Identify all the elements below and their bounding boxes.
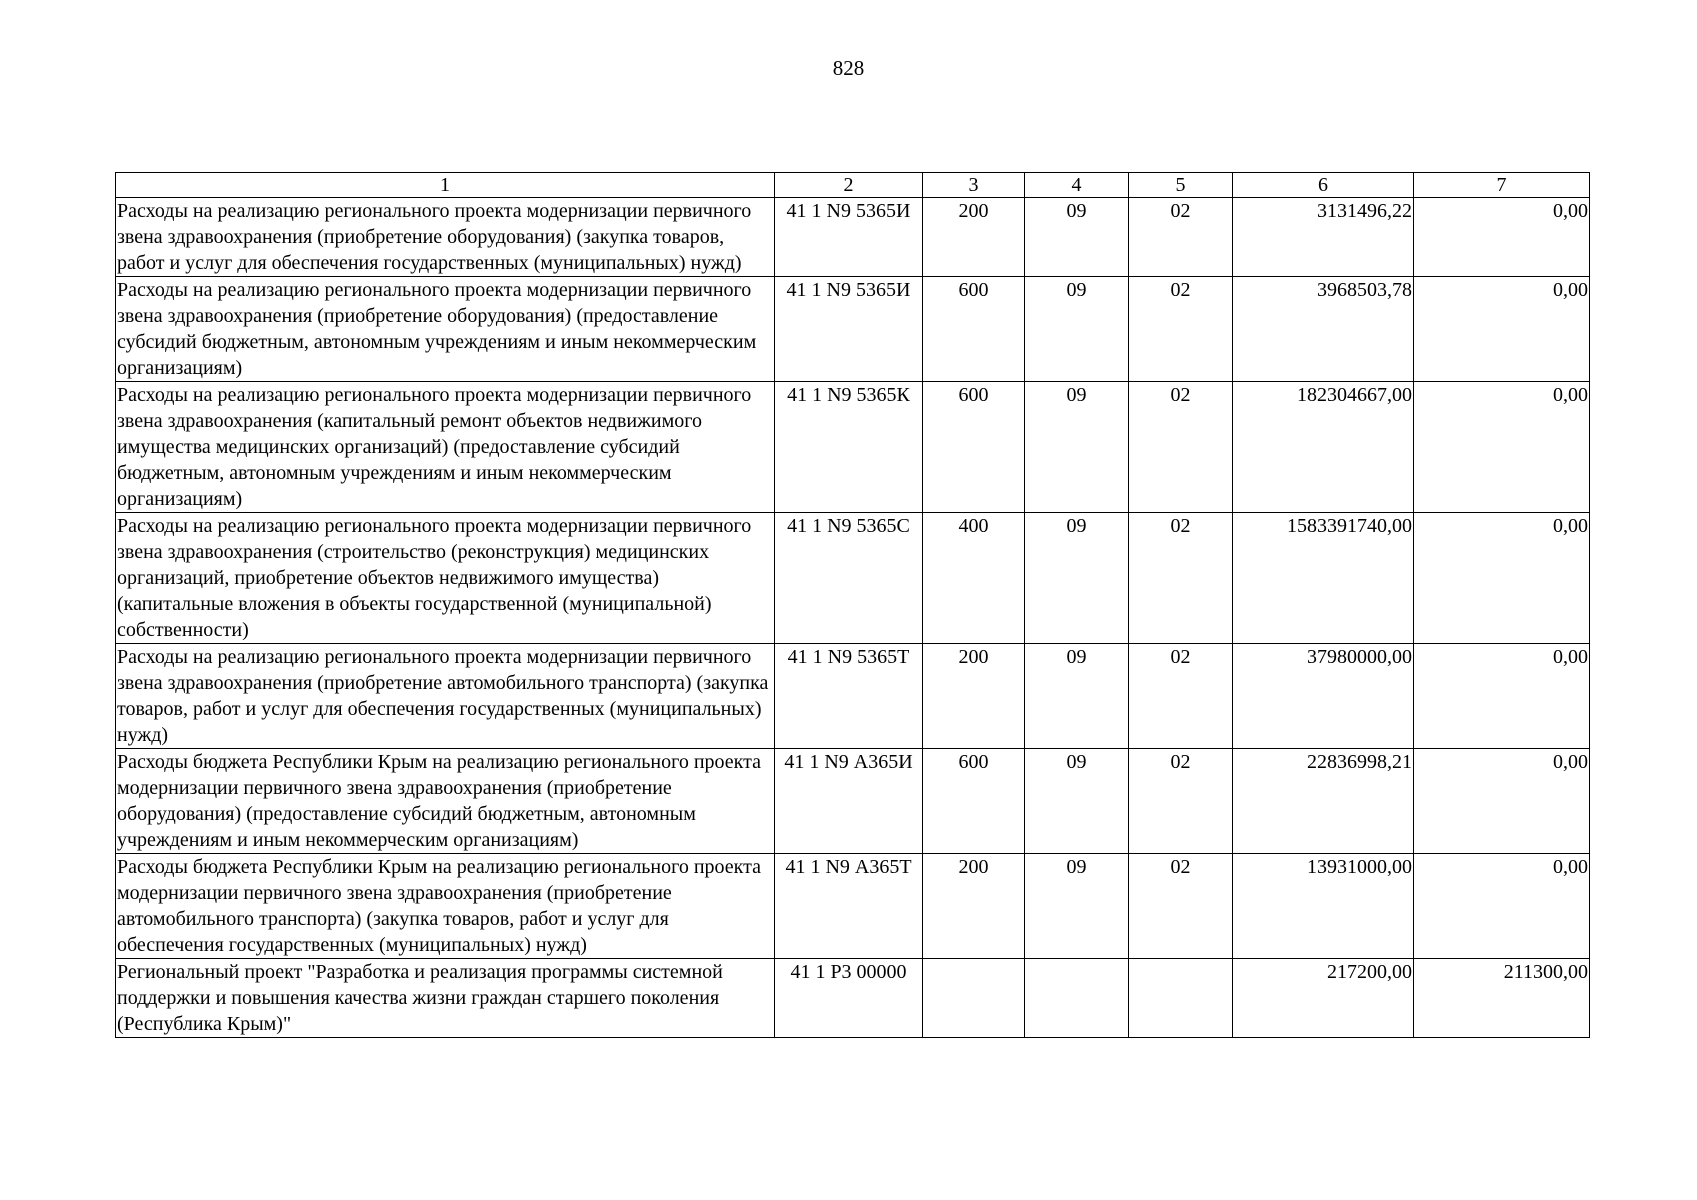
amount-col7-cell: 0,00	[1414, 644, 1590, 749]
expense-name-cell: Расходы бюджета Республики Крым на реализацию регионального проекта модернизации первичного звена здравоохранения (приобретение оборудования) (предоставление субсидий бюджетным, автономным учреждениям и иным некоммерческим организациям)	[116, 749, 775, 854]
table-row	[116, 277, 1590, 382]
subsection-cell: 02	[1129, 382, 1233, 513]
amount-col7-cell: 0,00	[1414, 854, 1590, 959]
column-header-5: 5	[1129, 173, 1233, 198]
amount-col6-cell: 217200,00	[1233, 959, 1414, 1038]
column-header-1: 1	[116, 173, 775, 198]
subsection-cell: 02	[1129, 277, 1233, 382]
target-code-cell: 41 1 N9 5365К	[775, 382, 923, 513]
amount-col6-cell: 3968503,78	[1233, 277, 1414, 382]
section-cell	[1025, 959, 1129, 1038]
expense-name-cell: Региональный проект "Разработка и реализация программы системной поддержки и повышения качества жизни граждан старшего поколения (Республика Крым)"	[116, 959, 775, 1038]
table-row	[116, 382, 1590, 513]
expense-name-cell: Расходы на реализацию регионального проекта модернизации первичного звена здравоохранения (приобретение оборудования) (закупка товаров, работ и услуг для обеспечения государственных (муниципальных) нужд)	[116, 198, 775, 277]
subsection-cell: 02	[1129, 749, 1233, 854]
expense-name-cell: Расходы бюджета Республики Крым на реализацию регионального проекта модернизации первичного звена здравоохранения (приобретение автомобильного транспорта) (закупка товаров, работ и услуг для обеспечения государственных (муниципальных) нужд)	[116, 854, 775, 959]
table-row	[116, 854, 1590, 959]
section-cell: 09	[1025, 749, 1129, 854]
expense-type-cell	[923, 959, 1025, 1038]
table-row	[116, 959, 1590, 1038]
amount-col6-cell: 13931000,00	[1233, 854, 1414, 959]
target-code-cell: 41 1 P3 00000	[775, 959, 923, 1038]
section-cell: 09	[1025, 382, 1129, 513]
amount-col7-cell: 0,00	[1414, 198, 1590, 277]
subsection-cell: 02	[1129, 644, 1233, 749]
expense-type-cell: 600	[923, 382, 1025, 513]
table-row	[116, 644, 1590, 749]
amount-col6-cell: 1583391740,00	[1233, 513, 1414, 644]
section-cell: 09	[1025, 854, 1129, 959]
section-cell: 09	[1025, 513, 1129, 644]
column-header-4: 4	[1025, 173, 1129, 198]
expense-type-cell: 400	[923, 513, 1025, 644]
amount-col6-cell: 3131496,22	[1233, 198, 1414, 277]
header-row	[116, 173, 1590, 198]
subsection-cell	[1129, 959, 1233, 1038]
amount-col7-cell: 0,00	[1414, 749, 1590, 854]
target-code-cell: 41 1 N9 А365И	[775, 749, 923, 854]
column-header-6: 6	[1233, 173, 1414, 198]
amount-col7-cell: 211300,00	[1414, 959, 1590, 1038]
amount-col6-cell: 22836998,21	[1233, 749, 1414, 854]
amount-col6-cell: 182304667,00	[1233, 382, 1414, 513]
amount-col7-cell: 0,00	[1414, 382, 1590, 513]
column-header-7: 7	[1414, 173, 1590, 198]
expense-type-cell: 600	[923, 749, 1025, 854]
section-cell: 09	[1025, 277, 1129, 382]
expense-name-cell: Расходы на реализацию регионального проекта модернизации первичного звена здравоохранения (приобретение автомобильного транспорта) (закупка товаров, работ и услуг для обеспечения государственных (муниципальных) нужд)	[116, 644, 775, 749]
expense-type-cell: 600	[923, 277, 1025, 382]
table-row	[116, 513, 1590, 644]
amount-col6-cell: 37980000,00	[1233, 644, 1414, 749]
expense-type-cell: 200	[923, 198, 1025, 277]
table-row	[116, 198, 1590, 277]
expense-type-cell: 200	[923, 854, 1025, 959]
expense-type-cell: 200	[923, 644, 1025, 749]
target-code-cell: 41 1 N9 5365Т	[775, 644, 923, 749]
page-number: 828	[832, 56, 865, 80]
column-header-3: 3	[923, 173, 1025, 198]
section-cell: 09	[1025, 644, 1129, 749]
subsection-cell: 02	[1129, 198, 1233, 277]
subsection-cell: 02	[1129, 854, 1233, 959]
column-header-2: 2	[775, 173, 923, 198]
target-code-cell: 41 1 N9 А365Т	[775, 854, 923, 959]
expense-name-cell: Расходы на реализацию регионального проекта модернизации первичного звена здравоохранения (капитальный ремонт объектов недвижимого имущества медицинских организаций) (предоставление субсидий бюджетным, автономным учреждениям и иным некоммерческим организациям)	[116, 382, 775, 513]
expense-name-cell: Расходы на реализацию регионального проекта модернизации первичного звена здравоохранения (строительство (реконструкция) медицинских организаций, приобретение объектов недвижимого имущества) (капитальные вложения в объекты государственной (муниципальной) собственности)	[116, 513, 775, 644]
budget-table	[115, 172, 1590, 1038]
table-row	[116, 749, 1590, 854]
amount-col7-cell: 0,00	[1414, 277, 1590, 382]
section-cell: 09	[1025, 198, 1129, 277]
expense-name-cell: Расходы на реализацию регионального проекта модернизации первичного звена здравоохранения (приобретение оборудования) (предоставление субсидий бюджетным, автономным учреждениям и иным некоммерческим организациям)	[116, 277, 775, 382]
target-code-cell: 41 1 N9 5365И	[775, 198, 923, 277]
target-code-cell: 41 1 N9 5365И	[775, 277, 923, 382]
subsection-cell: 02	[1129, 513, 1233, 644]
amount-col7-cell: 0,00	[1414, 513, 1590, 644]
target-code-cell: 41 1 N9 5365С	[775, 513, 923, 644]
